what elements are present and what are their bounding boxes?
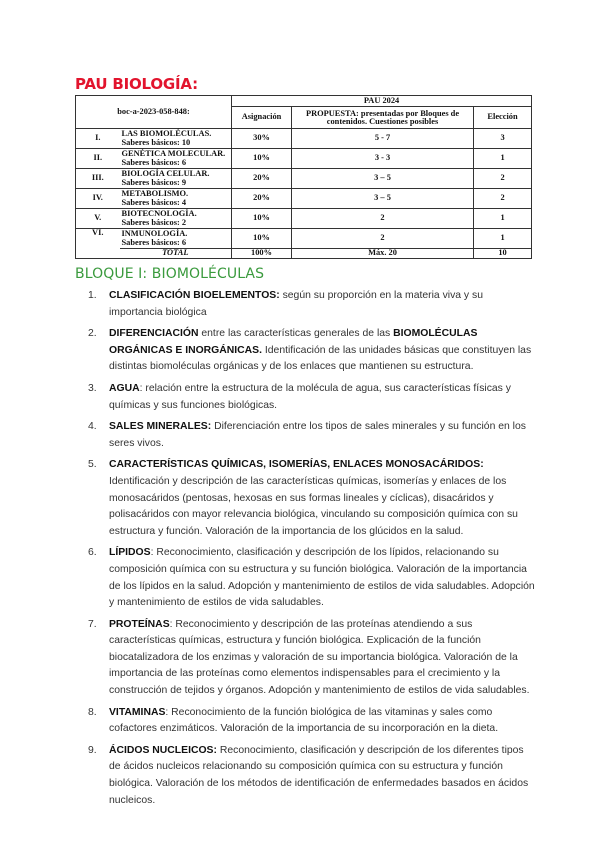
item-keyword: CLASIFICACIÓN BIOELEMENTOS: bbox=[109, 290, 280, 301]
row-elec: 2 bbox=[474, 189, 532, 209]
row-elec: 1 bbox=[474, 149, 532, 169]
row-num: V. bbox=[76, 209, 120, 229]
row-name: METABOLISMO. Saberes básicos: 4 bbox=[120, 189, 232, 209]
list-item: 5. CARACTERÍSTICAS QUÍMICAS, ISOMERÍAS, ENLACES MONOSACÁRIDOS: Identificación y descripción de las características químicas, isomerías y enlaces de los monosacáridos (pentosas, hexosas en sus formas lineales y cíclicas), disacáridos y polisacáridos con mayor relevancia biológica, vinculando su composición química con su estructura y función. Valoración de la importancia de los glúcidos en la salud. bbox=[88, 459, 518, 537]
row-asig: 30% bbox=[232, 129, 292, 149]
total-prop: Máx. 20 bbox=[292, 249, 474, 259]
section-title: BLOQUE I: BIOMOLÉCULAS bbox=[75, 266, 265, 282]
item-text: : relación entre la estructura de la molécula de agua, sus características físicas y químicas y sus funciones biológicas. bbox=[109, 382, 511, 411]
item-text: : Reconocimiento, clasificación y descripción de los lípidos, relacionando su composición química con su estructura y su función biológica. Valoración de la importancia de los lípidos en la salud. Adopción y mantenimiento de estilos de vida saludables. Adopción y mantenimiento de estilos de vida saludables. bbox=[109, 547, 535, 609]
row-prop: 2 bbox=[292, 209, 474, 229]
list-item: 1. CLASIFICACIÓN BIOELEMENTOS: según su proporción en la materia viva y su importancia biológica bbox=[88, 290, 483, 318]
row-name: INMUNOLOGÍA. Saberes básicos: 6 bbox=[120, 229, 232, 249]
row-name: BIOLOGÍA CELULAR. Saberes básicos: 9 bbox=[120, 169, 232, 189]
item-keyword: VITAMINAS bbox=[109, 706, 166, 718]
list-item: 7. PROTEÍNAS: Reconocimiento y descripción de las proteínas atendiendo a sus características químicas, estructura y función biológica. Explicación de la función biocatalizadora de los enzimas y valoración de su importancia biológica. Valoración de la importancia de las proteínas como elementos indispensables para el crecimiento y la construcción de tejidos y órganos. Adopción y mantenimiento de estilos de vida saludables. bbox=[88, 618, 530, 697]
item-keyword: SALES MINERALES: bbox=[109, 421, 212, 433]
row-elec: 2 bbox=[474, 169, 532, 189]
col-eleccion: Elección bbox=[474, 107, 532, 129]
table-row bbox=[76, 169, 532, 189]
pau-header: PAU 2024 bbox=[232, 96, 532, 107]
list-item: 3. AGUA: relación entre la estructura de la molécula de agua, sus características físicas y químicas y sus funciones biológicas. bbox=[88, 382, 511, 411]
table-code: boc-a-2023-058-848: bbox=[76, 96, 232, 129]
row-asig: 10% bbox=[232, 149, 292, 169]
row-num: VI. bbox=[76, 229, 120, 259]
row-elec: 3 bbox=[474, 129, 532, 149]
row-num: II. bbox=[76, 149, 120, 169]
item-text: Identificación y descripción de las características químicas, isomerías y enlaces de los monosacáridos (pentosas, hexosas en sus formas lineales y cíclicas), disacáridos y polisacáridos con mayor relevancia biológica, vinculando su composición química con su estructura y función. Valoración de la importancia de los glúcidos en la salud. bbox=[109, 475, 518, 537]
row-asig: 10% bbox=[232, 209, 292, 229]
table-row bbox=[76, 129, 532, 149]
row-prop: 3 - 3 bbox=[292, 149, 474, 169]
list-item: 8. VITAMINAS: Reconocimiento de la función biológica de las vitaminas y sales como cofactores enzimáticos. Valoración de la importancia de su incorporación en la dieta. bbox=[88, 706, 499, 735]
row-prop: 5 - 7 bbox=[292, 129, 474, 149]
row-name: GENÉTICA MOLECULAR. Saberes básicos: 6 bbox=[120, 149, 232, 169]
row-name: LAS BIOMOLÉCULAS. Saberes básicos: 10 bbox=[120, 129, 232, 149]
table-row bbox=[76, 189, 532, 209]
list-item: 4. SALES MINERALES: Diferenciación entre los tipos de sales minerales y su función en los seres vivos. bbox=[88, 421, 526, 449]
row-asig: 20% bbox=[232, 189, 292, 209]
total-asig: 100% bbox=[232, 249, 292, 259]
total-label: TOTAL bbox=[120, 249, 232, 259]
row-asig: 10% bbox=[232, 229, 292, 249]
item-text: Diferenciación entre los tipos de sales minerales y su función en los seres vivos. bbox=[109, 421, 526, 449]
item-text: Identificación de las unidades básicas que constituyen las distintas biomoléculas orgánicas y de los enlaces que mantienen su estructura. bbox=[109, 344, 532, 373]
col-asignacion: Asignación bbox=[232, 107, 292, 129]
total-row bbox=[76, 249, 532, 259]
item-keyword: DIFERENCIACIÓN bbox=[109, 328, 199, 340]
row-elec: 1 bbox=[474, 229, 532, 249]
row-name: BIOTECNOLOGÍA. Saberes básicos: 2 bbox=[120, 209, 232, 229]
page-title: PAU BIOLOGÍA: bbox=[75, 75, 198, 93]
item-keyword: LÍPIDOS bbox=[109, 547, 151, 559]
item-text: según su proporción en la materia viva y su importancia biológica bbox=[109, 290, 483, 318]
item-keyword: AGUA bbox=[109, 382, 140, 394]
table-row bbox=[76, 149, 532, 169]
item-text: entre las características generales de las bbox=[198, 328, 394, 340]
row-prop: 2 bbox=[292, 229, 474, 249]
row-asig: 20% bbox=[232, 169, 292, 189]
total-elec: 10 bbox=[474, 249, 532, 259]
row-num: III. bbox=[76, 169, 120, 189]
pau-table bbox=[75, 95, 532, 259]
list-item: 2. DIFERENCIACIÓN entre las características generales de las BIOMOLÉCULAS ORGÁNICAS E INORGÁNICAS. Identificación de las unidades básicas que constituyen las distintas biomoléculas orgánicas y de los enlaces que mantienen su estructura. bbox=[88, 328, 532, 373]
item-text: : Reconocimiento de la función biológica de las vitaminas y sales como cofactores enzimáticos. Valoración de la importancia de su incorporación en la dieta. bbox=[109, 706, 499, 735]
col-propuesta: PROPUESTA: presentadas por Bloques de contenidos. Cuestiones posibles bbox=[292, 107, 474, 129]
content-list bbox=[75, 288, 535, 814]
row-elec: 1 bbox=[474, 209, 532, 229]
item-text: Reconocimiento, clasificación y descripción de los diferentes tipos de ácidos nucleicos relacionando su composición química con su estructura y función biológica. Valoración de los métodos de identificación de enfermedades basados en ácidos nucleicos. bbox=[109, 744, 529, 806]
row-num: IV. bbox=[76, 189, 120, 209]
row-prop: 3 – 5 bbox=[292, 189, 474, 209]
table-row bbox=[76, 209, 532, 229]
row-prop: 3 – 5 bbox=[292, 169, 474, 189]
item-keyword: BIOMOLÉCULAS ORGÁNICAS E INORGÁNICAS. bbox=[109, 328, 478, 356]
list-item: 9. ÁCIDOS NUCLEICOS: Reconocimiento, clasificación y descripción de los diferentes tipos de ácidos nucleicos relacionando su composición química con su estructura y función biológica. Valoración de los métodos de identificación de enfermedades basados en ácidos nucleicos. bbox=[88, 744, 529, 806]
item-keyword: PROTEÍNAS bbox=[109, 618, 170, 630]
item-text: : Reconocimiento y descripción de las proteínas atendiendo a sus características químicas, estructura y función biológica. Explicación de la función biocatalizadora de los enzimas y valoración de su importancia biológica. Valoración de la importancia de las proteínas como elementos indispensables para el crecimiento y la construcción de tejidos y órganos. Adopción y mantenimiento de estilos de vida saludables. bbox=[109, 618, 530, 697]
list-item: 6. LÍPIDOS: Reconocimiento, clasificación y descripción de los lípidos, relacionando su composición química con su estructura y su función biológica. Valoración de la importancia de los lípidos en la salud. Adopción y mantenimiento de estilos de vida saludables. Adopción y mantenimiento de estilos de vida saludables. bbox=[88, 547, 535, 609]
item-keyword: CARACTERÍSTICAS QUÍMICAS, ISOMERÍAS, ENLACES MONOSACÁRIDOS: bbox=[109, 459, 484, 471]
item-keyword: ÁCIDOS NUCLEICOS: bbox=[109, 744, 217, 756]
table-row bbox=[76, 229, 532, 249]
row-num: I. bbox=[76, 129, 120, 149]
